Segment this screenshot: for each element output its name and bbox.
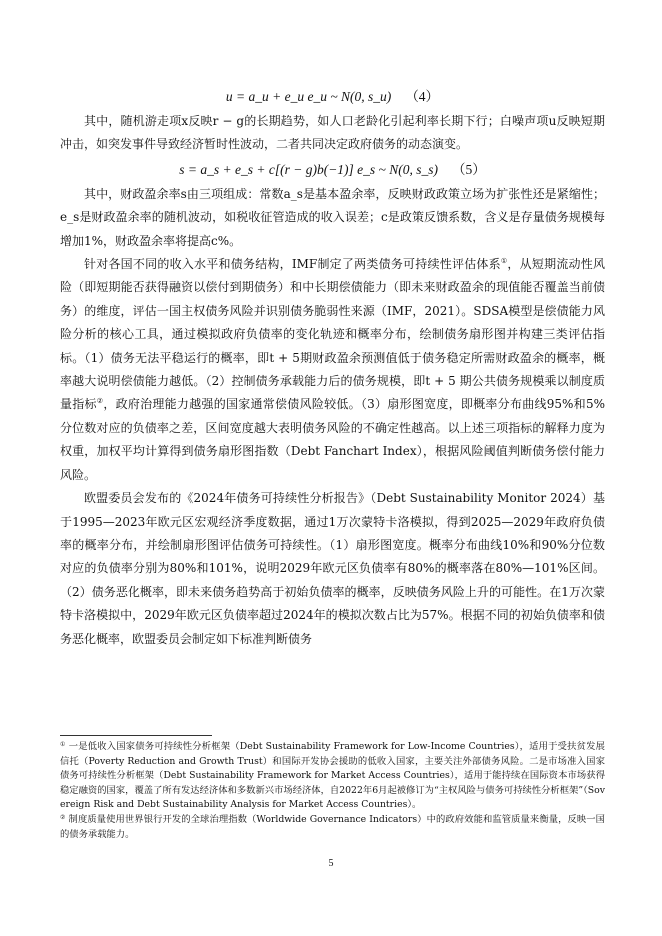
equation-4 (60, 84, 605, 110)
footnote-2-text: 制度质量使用世界银行开发的全球治理指数（Worldwide Governance Indicators）中的政府效能和监管质量来衡量，反映一国的债务承载能力。 (60, 813, 605, 840)
footnote-1 (60, 740, 605, 813)
paragraph-3 (60, 253, 605, 487)
paragraph-4: 欧盟委员会发布的《2024年债务可持续性分析报告》（Debt Sustainability Monitor 2024）基于1995—2023年欧元区宏观经济季度数据，通过1万次蒙特卡洛模拟，得到2025—2029年政府负债率的概率分布，并绘制扇形图评估债务可持续性。（1）扇形图宽度。概率分布曲线10%和90%分位数对应的负债率分别为80%和101%，说明2029年欧元区负债率有80%的概率落在80%—101%区间。（2）债务恶化概率，即未来债务趋势高于初始负债率的概率，反映债务风险上升的可能性。在1万次蒙特卡洛模拟中，2029年欧元区负债率超过2024年的模拟次数占比为57%。根据不同的初始负债率和债务恶化概率，欧盟委员会制定如下标准判断债务 (60, 491, 605, 646)
equation-5-text: s = a_s + e_s + c[(r − g)b(−1)] e_s ~ N(0, s_s) (179, 161, 438, 177)
page-number: 5 (328, 858, 334, 869)
page-body (60, 84, 605, 651)
paragraph-3-part-b: ，从短期流动性风险（即短期能否获得融资以偿付到期债务）和中长期偿债能力（即未来财政盈余的现值能否覆盖当前债务）的维度，评估一国主权债务风险并识别债务脆弱性来源（IMF，2021）。SDSA模型是偿债能力风险分析的核心工具，通过模拟政府负债率的变化轨迹和概率分布，绘制债务扇形图并构建三类评估指标。（1）债务无法平稳运行的概率，即t + 5期财政盈余预测值低于债务稳定所需财政盈余的概率，概率越大说明偿债能力越低。（2）控制债务承载能力后的债务规模，即t + 5 期公共债务规模乘以制度质量指标 (60, 257, 606, 412)
equation-4-text: u = a_u + e_u e_u ~ N(0, s_u) (225, 89, 392, 104)
footnote-2 (60, 813, 605, 842)
footnote-ref-1[interactable]: ① (500, 257, 508, 266)
equation-5-number: （5） (451, 161, 486, 177)
footnote-2-mark: ② (60, 813, 66, 821)
equation-5 (60, 157, 605, 183)
footnote-ref-2[interactable]: ② (96, 397, 104, 406)
equation-4-number: （4） (405, 89, 440, 104)
paragraph-2: 其中，财政盈余率s由三项组成：常数a_s是基本盈余率，反映财政政策立场为扩张性还是紧缩性；e_s是财政盈余率的随机波动，如税收征管造成的收入误差；c是政策反馈系数，含义是存量债务规模每增加1%，财政盈余率将提高c%。 (60, 186, 605, 248)
paragraph-3-part-c: ，政府治理能力越强的国家通常偿债风险较低。（3）扇形图宽度，即概率分布曲线95%和5%分位数对应的负债率之差，区间宽度越大表明债务风险的不确定性越高。以上述三项指标的解释力度为权重，加权平均计算得到债务扇形图指数（Debt Fanchart Index），根据风险阈值判断债务偿付能力风险。 (60, 397, 605, 482)
footnote-divider (60, 735, 212, 736)
footnotes (60, 740, 605, 842)
footnote-1-mark: ① (60, 741, 66, 748)
paragraph-1: 其中，随机游走项x反映r − g的长期趋势，如人口老龄化引起利率长期下行；白噪声项u反映短期冲击，如突发事件导致经济暂时性波动，二者共同决定政府债务的动态演变。 (60, 114, 605, 152)
paragraph-3-part-a: 针对各国不同的收入水平和债务结构，IMF制定了两类债务可持续性评估体系 (84, 257, 501, 272)
footnote-1-text: 一是低收入国家债务可持续性分析框架（Debt Sustainability Framework for Low-Income Countries），适用于受扶贫发展信托（Poverty Reduction and Growth Trust）和国际开发协会援助的低收入国家，主要关注外部债务风险。二是市场准入国家债务可持续性分析框架（Debt Sustainability Framework for Market Access Countries），适用于能持续在国际资本市场获得稳定融资的国家，覆盖了所有发达经济体和多数新兴市场经济体，自2022年6月起被修订为“主权风险与债务可持续性分析框架”（Sovereign Risk and Debt Sustainability Analysis for Market Access Countries）。 (60, 741, 605, 811)
